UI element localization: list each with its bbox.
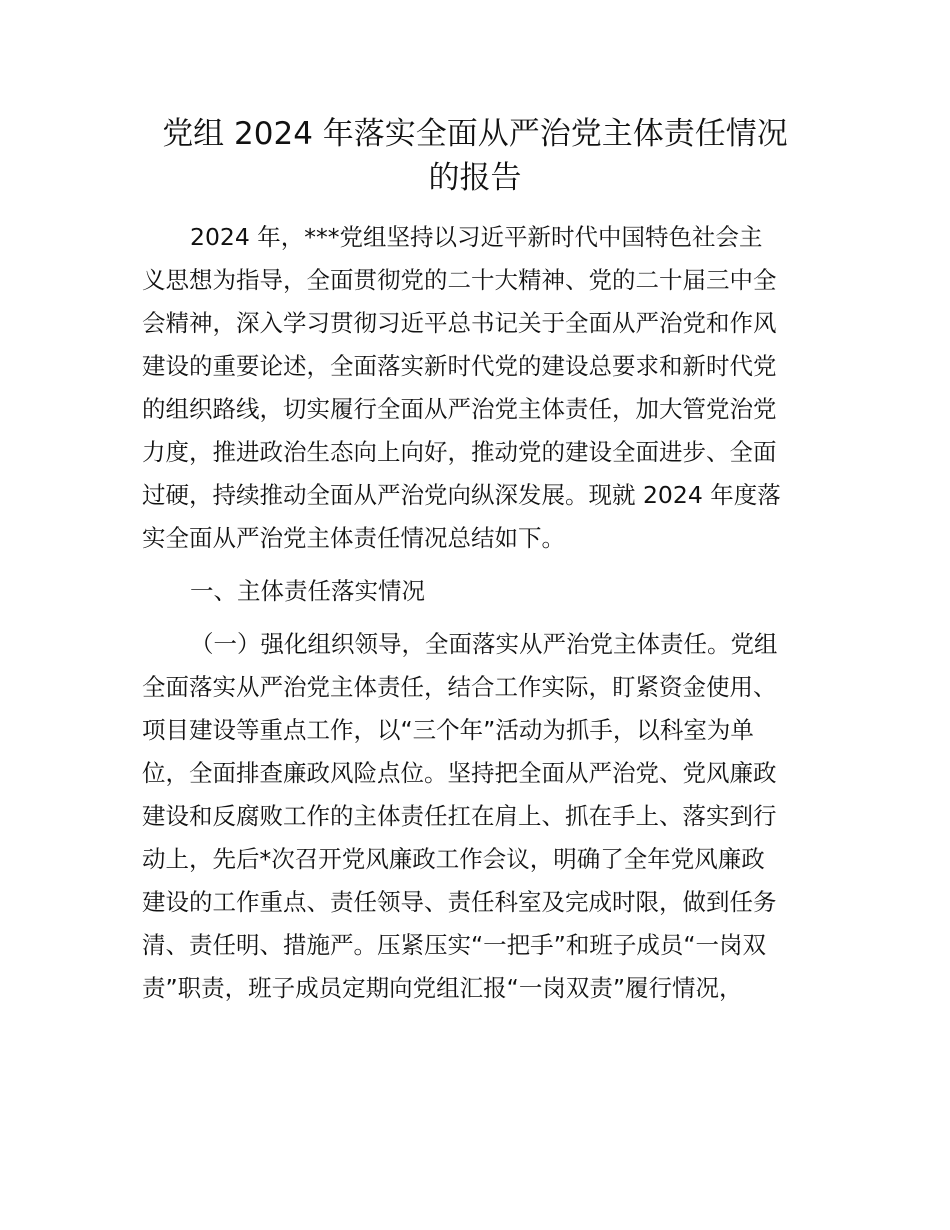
paragraph-1-line-4: 建设的重要论述，全面落实新时代党的建设总要求和新时代党 (142, 352, 777, 380)
paragraph-2-line-8: 清、责任明、措施严。压紧压实“一把手”和班子成员“一岗双 (142, 931, 767, 959)
paragraph-2-line-1: （一）强化组织领导，全面落实从严治党主体责任。党组 (190, 630, 778, 658)
paragraph-1-line-5: 的组织路线，切实履行全面从严治党主体责任，加大管党治党 (142, 395, 777, 423)
paragraph-1-line-2: 义思想为指导，全面贯彻党的二十大精神、党的二十届三中全 (142, 266, 777, 294)
document-title-line-2: 的报告 (428, 160, 522, 196)
paragraph-1-line-8: 实全面从严治党主体责任情况总结如下。 (142, 524, 565, 552)
paragraph-2-line-9: 责”职责，班子成员定期向党组汇报“一岗双责”履行情况， (142, 974, 743, 1002)
paragraph-2-line-7: 建设的工作重点、责任领导、责任科室及完成时限，做到任务 (142, 888, 777, 916)
paragraph-1-line-3: 会精神，深入学习贯彻习近平总书记关于全面从严治党和作风 (142, 309, 777, 337)
paragraph-1-line-6: 力度，推进政治生态向上向好，推动党的建设全面进步、全面 (142, 438, 777, 466)
section-heading-1: 一、主体责任落实情况 (190, 577, 425, 605)
paragraph-2-line-4: 位，全面排查廉政风险点位。坚持把全面从严治党、党风廉政 (142, 759, 777, 787)
paragraph-2-line-6: 动上，先后*次召开党风廉政工作会议，明确了全年党风廉政 (142, 845, 765, 873)
paragraph-2-line-3: 项目建设等重点工作，以“三个年”活动为抓手，以科室为单 (142, 716, 754, 744)
paragraph-1-line-7: 过硬，持续推动全面从严治党向纵深发展。现就 2024 年度落 (142, 481, 781, 509)
paragraph-1-line-1: 2024 年，***党组坚持以习近平新时代中国特色社会主 (190, 223, 763, 251)
paragraph-2-line-2: 全面落实从严治党主体责任，结合工作实际，盯紧资金使用、 (142, 673, 777, 701)
document-title-line-1: 党组 2024 年落实全面从严治党主体责任情况 (162, 116, 788, 152)
paragraph-2-line-5: 建设和反腐败工作的主体责任扛在肩上、抓在手上、落实到行 (142, 802, 777, 830)
